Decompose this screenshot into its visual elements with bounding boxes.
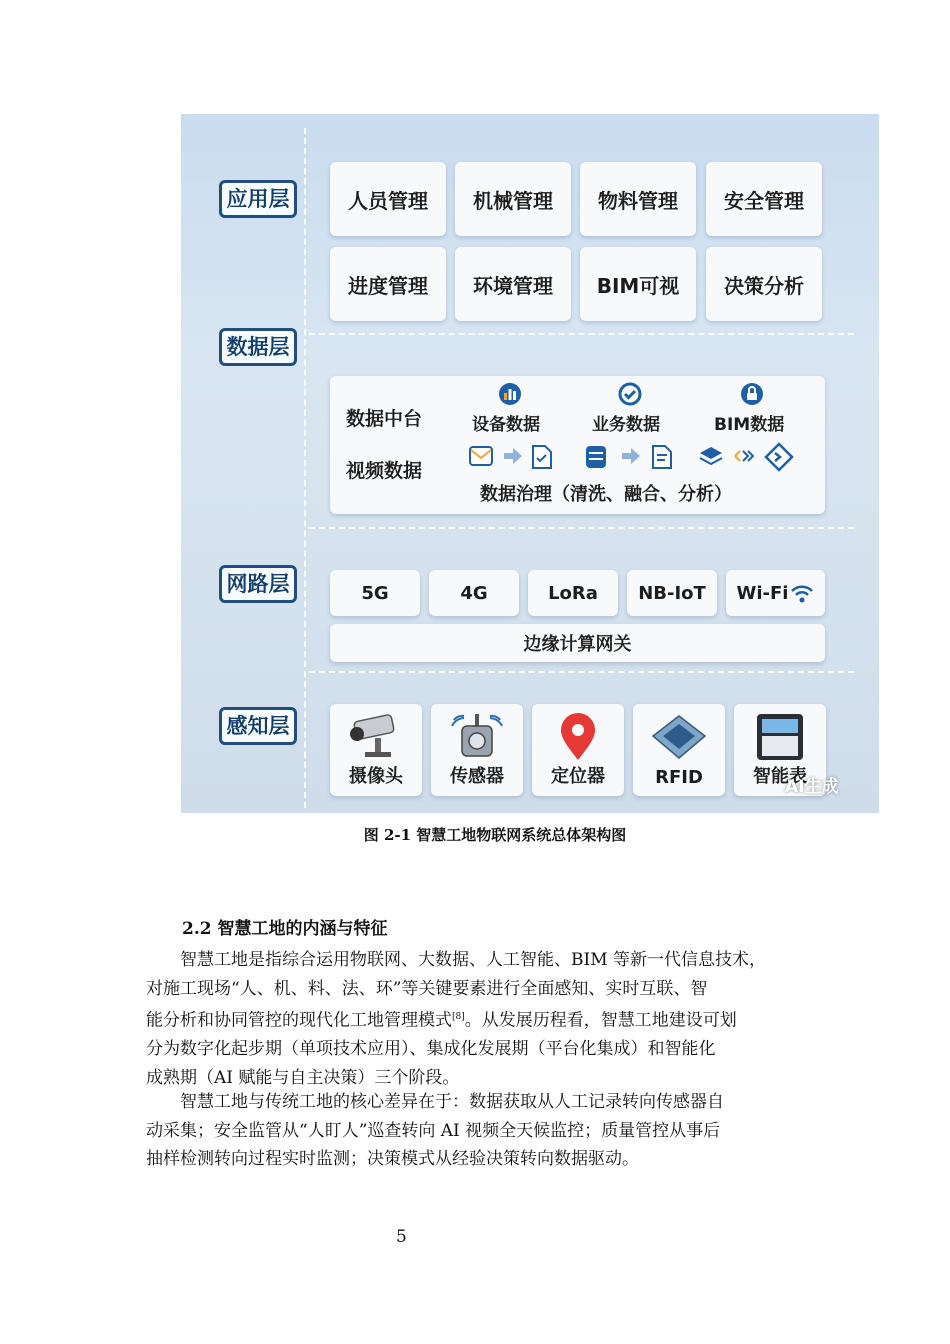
paragraph-line: 能分析和协同管控的现代化工地管理模式 — [146, 1010, 452, 1031]
layer-label-perception: 感知层 — [219, 707, 297, 745]
sync-arrow-icon — [732, 446, 756, 466]
edge-gateway: 边缘计算网关 — [330, 624, 825, 662]
device-label: RFID — [655, 767, 703, 788]
app-module: 机械管理 — [455, 162, 571, 236]
architecture-figure — [181, 114, 879, 813]
device-camera — [330, 704, 422, 796]
paragraph-line: 。从发展历程看，智慧工地建设可划 — [464, 1010, 737, 1031]
paragraph-line: 动采集；安全监管从“人盯人”巡查转向 AI 视频全天候监控；质量管控从事后 — [146, 1120, 721, 1141]
network-type: LoRa — [528, 570, 618, 616]
sensor-icon — [446, 712, 508, 764]
app-module: 安全管理 — [706, 162, 822, 236]
device-label: 传感器 — [450, 766, 504, 787]
layer-divider-vertical — [304, 128, 306, 808]
section-heading: 2.2 智慧工地的内涵与特征 — [182, 919, 388, 939]
ai-generated-watermark: AI生成 — [785, 777, 839, 797]
layers-icon — [698, 444, 724, 470]
diamond-icon — [764, 442, 794, 472]
network-type: 5G — [330, 570, 420, 616]
source-label: 设备数据 — [472, 415, 540, 435]
device-rfid — [633, 704, 725, 796]
layer-label-network: 网路层 — [219, 565, 297, 603]
device-label: 摄像头 — [349, 766, 403, 787]
paragraph-line: 智慧工地与传统工地的核心差异在于：数据获取从人工记录转向传感器自 — [180, 1092, 724, 1112]
app-module: 人员管理 — [330, 162, 446, 236]
data-governance-label: 数据治理（清洗、融合、分析） — [480, 484, 732, 505]
arrow-right-icon — [502, 446, 524, 466]
mail-icon — [468, 444, 496, 470]
layer-label-application: 应用层 — [219, 180, 297, 218]
layer-divider — [309, 527, 854, 529]
layer-divider — [309, 671, 854, 673]
layer-label-data: 数据层 — [219, 328, 297, 366]
page-number: 5 — [396, 1227, 407, 1247]
wifi-icon — [790, 582, 814, 604]
network-type: NB-IoT — [627, 570, 717, 616]
network-type-label: Wi-Fi — [736, 582, 789, 604]
paragraph — [146, 1088, 818, 1174]
paragraph-line: 成熟期（AI 赋能与自主决策）三个阶段。 — [146, 1067, 460, 1088]
document-icon — [650, 444, 674, 470]
app-module: BIM可视 — [580, 247, 696, 321]
network-type: 4G — [429, 570, 519, 616]
paragraph-line: 对施工现场“人、机、料、法、环”等关键要素进行全面感知、实时互联、智 — [146, 978, 708, 999]
paragraph-line: 分为数字化起步期（单项技术应用）、集成化发展期（平台化集成）和智能化 — [146, 1039, 716, 1060]
app-module: 物料管理 — [580, 162, 696, 236]
network-type-wifi — [726, 570, 825, 616]
camera-icon — [345, 712, 407, 764]
device-label: 定位器 — [551, 766, 605, 787]
device-locator — [532, 704, 624, 796]
paragraph-line-with-citation — [146, 1003, 818, 1035]
source-label: BIM数据 — [714, 415, 785, 435]
paragraph-line: 智慧工地是指综合运用物联网、大数据、人工智能、BIM 等新一代信息技术， — [180, 950, 767, 970]
database-icon — [584, 444, 608, 470]
rfid-chip-icon — [648, 712, 710, 764]
figure-caption: 图 2-1 智慧工地物联网系统总体架构图 — [363, 826, 627, 844]
app-module: 进度管理 — [330, 247, 446, 321]
lock-icon — [740, 382, 764, 406]
app-module: 环境管理 — [455, 247, 571, 321]
arrow-right-icon — [620, 446, 642, 466]
citation-ref[interactable]: [8] — [452, 1012, 465, 1022]
video-data-label: 视频数据 — [346, 460, 423, 482]
app-module: 决策分析 — [706, 247, 822, 321]
chart-icon — [498, 382, 522, 406]
device-sensor — [431, 704, 523, 796]
layer-divider — [309, 333, 854, 335]
device-label: 智能表 — [753, 766, 807, 787]
paragraph-line: 抽样检测转向过程实时监测；决策模式从经验决策转向数据驱动。 — [146, 1149, 639, 1169]
check-icon — [618, 382, 642, 406]
document-icon — [530, 444, 554, 470]
source-label: 业务数据 — [592, 415, 660, 435]
smart-meter-icon — [749, 712, 811, 764]
paragraph — [146, 946, 818, 1092]
data-platform-card — [330, 376, 825, 514]
data-middle-label: 数据中台 — [346, 408, 423, 430]
location-pin-icon — [547, 712, 609, 764]
